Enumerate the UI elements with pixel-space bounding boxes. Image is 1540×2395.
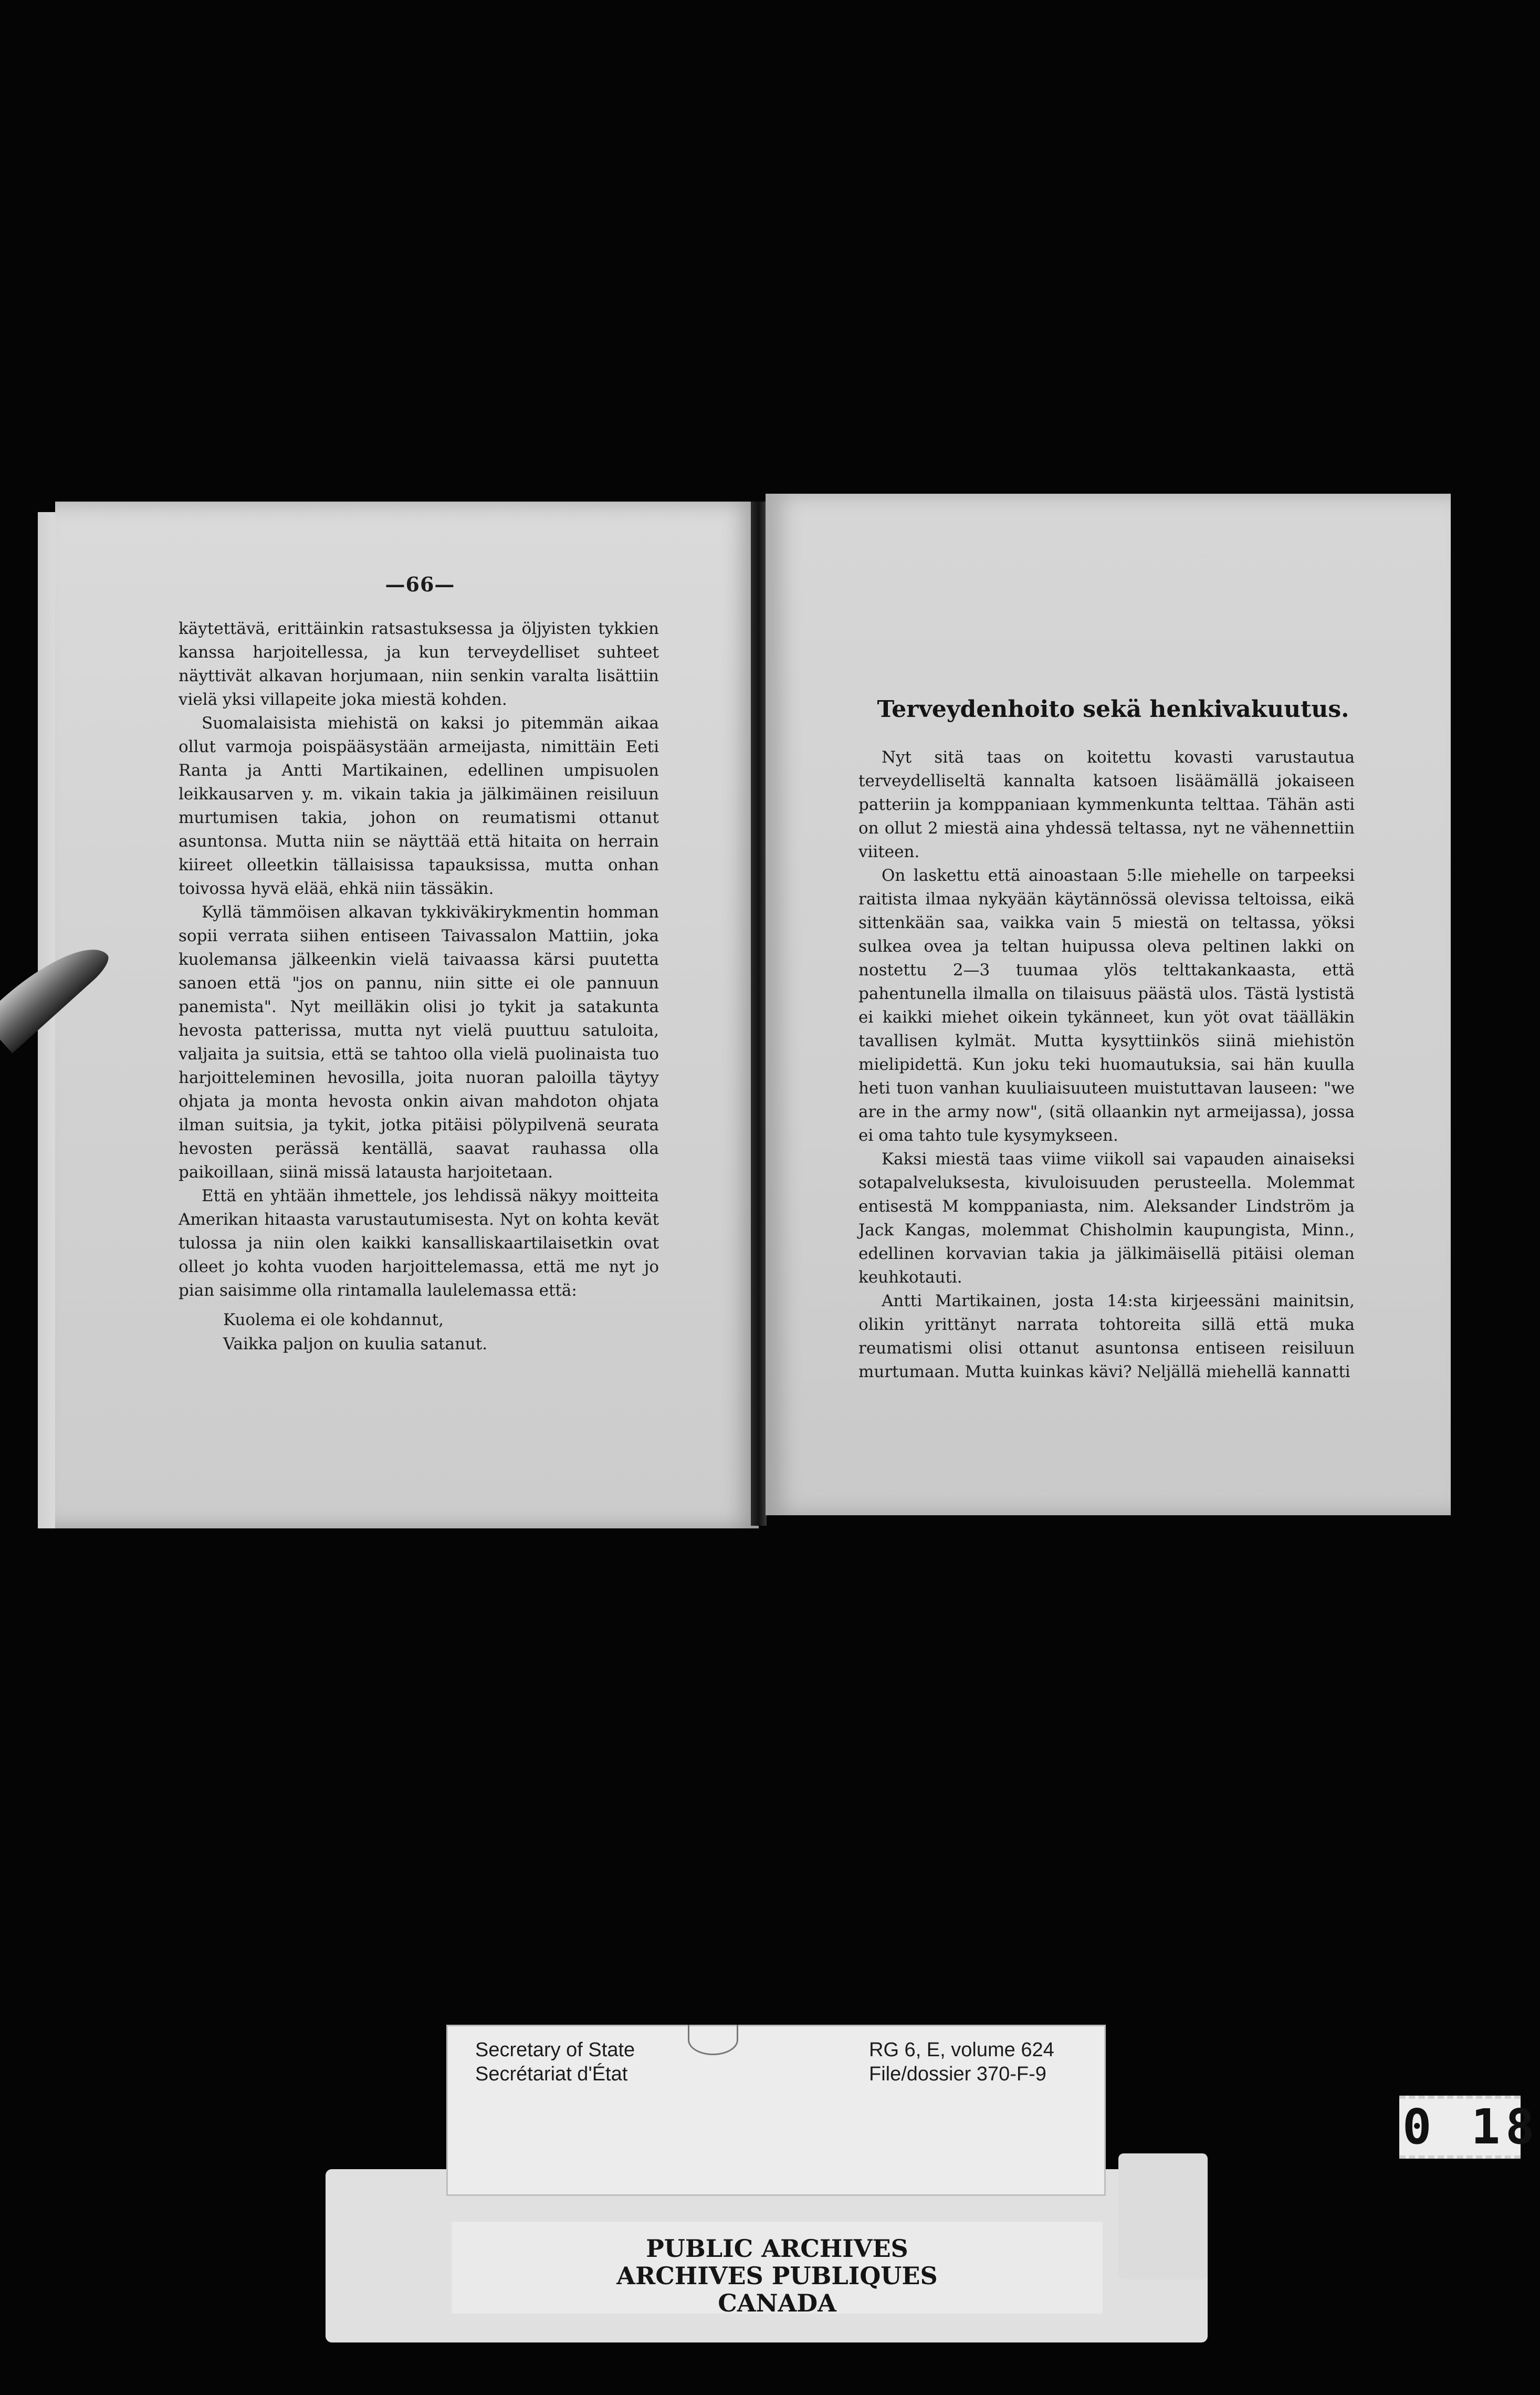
left-paragraph-4: Että en yhtään ihmettele, jos lehdissä näkyy moitteita Amerikan hitaasta varustautumisesta. Nyt on kohta kevät tulossa ja niin olen kaikki kansalliskaartilaisetkin ovat olleet jo kohta vuoden harjoittelemassa, että me nyt jo pian saisimme olla rintamalla laulelemassa että: [179, 1186, 659, 1300]
section-title: Terveydenhoito sekä henkivakuutus. [877, 696, 1349, 723]
label-scribble [688, 2025, 738, 2055]
right-paragraph-4: Antti Martikainen, josta 14:sta kirjeessäni mainitsin, olikin yrittänyt narrata tohtoreita sillä että muka reumatismi olisi ottanut asuntonsa entiseen reisiluun murtumaan. Mutta kuinkas kävi? Neljällä miehellä kannatti [858, 1292, 1355, 1381]
stamp-line-2: ARCHIVES PUBLIQUES [616, 2262, 938, 2290]
poem-line-1: Kuolema ei ole kohdannut, [223, 1310, 444, 1329]
stamp-line-3: CANADA [718, 2289, 836, 2317]
right-paragraph-3: Kaksi miestä taas viime viikoll sai vapauden ainaiseksi sotapalveluksesta, kivuloisuuden perusteella. Molemmat entisestä M komppaniasta, nim. Aleksander Lindström ja Jack Kangas, molemmat Chisholmin kaupungista, Minn., edellinen korvavian takia ja jälkimäisellä pitäisi oleman keuhkotauti. [858, 1150, 1355, 1287]
poem-line-2: Vaikka paljon on kuulia satanut. [223, 1335, 488, 1353]
poem [223, 1308, 643, 1356]
frame-counter: 0 18 [1399, 2096, 1521, 2159]
label-ref-2: File/dossier 370-F-9 [869, 2063, 1046, 2085]
left-page-text [179, 617, 659, 1303]
label-reference [869, 2038, 1054, 2086]
stamp-line-1: PUBLIC ARCHIVES [646, 2234, 908, 2263]
left-paragraph-1: käytettävä, erittäinkin ratsastuksessa ja öljyisten tykkien kanssa harjoitellessa, ja kun terveydelliset suhteet näyttivät alkavan horjumaan, niin senkin varalta lisättiin vielä yksi villapeite joka miestä kohden. [179, 619, 659, 709]
book-gutter [751, 502, 767, 1526]
label-dept-en: Secretary of State [475, 2039, 635, 2061]
right-page-text [858, 746, 1355, 1384]
right-paragraph-1: Nyt sitä taas on koitettu kovasti varustautua terveydelliseltä kannalta katsoen lisäämällä jokaiseen patteriin ja komppaniaan kymmenkunta telttaa. Tähän asti on ollut 2 miestä aina yhdessä teltassa, nyt ne vähennettiin viiteen. [858, 748, 1355, 861]
right-paragraph-2: On laskettu että ainoastaan 5:lle miehelle on tarpeeksi raitista ilmaa nykyään käytännössä olevissa teltoissa, eikä sittenkään saa, vaikka vain 5 miestä on teltassa, yöksi sulkea ovea ja teltan huipussa oleva peltinen lakki on nostettu 2—3 tuumaa ylös telttakankaasta, että pahentunella ilmalla on tilaisuus päästä ulos. Tästä lystistä ei kaikki miehet oikein tykänneet, kun yöt ovat täälläkin tavallisen kylmät. Mutta kysyttiinkös siinä miehistön mielipidettä. Kun joku teki huomautuksia, sai hän kuulla heti tuon vanhan kuuliaisuuteen muistuttavan lauseen: "we are in the army now", (sitä ollaankin nyt armeijassa), jossa ei oma tahto tule kysymykseen. [858, 866, 1355, 1145]
label-dept-fr: Secrétariat d'État [475, 2063, 628, 2085]
label-department [475, 2038, 635, 2086]
left-paragraph-2: Suomalaisista miehistä on kaksi jo pitemmän aikaa ollut varmoja poispääsystään armeijasta, nimittäin Eeti Ranta ja Antti Martikainen, edellinen umpisuolen leikkausarven y. m. vikain takia ja jälkimäinen reisiluun murtumisen takia, johon on reumatismi ottanut asuntonsa. Mutta niin se näyttää että hitaita on herrain kiireet olleetkin tällaisissa tapauksissa, mutta onhan toivossa hyvä elää, ehkä niin tässäkin. [179, 714, 659, 898]
page-number: —66— [385, 572, 455, 596]
stamp-tab [1118, 2153, 1208, 2279]
label-ref-1: RG 6, E, volume 624 [869, 2039, 1054, 2061]
left-paragraph-3: Kyllä tämmöisen alkavan tykkiväkirykmentin homman sopii verrata siihen entiseen Taivassalon Mattiin, joka kuolemansa jälkeenkin vielä taivaassa kärsi puutetta sanoen että "jos on pannu, niin sitte ei ole pannuun panemista". Nyt meilläkin olisi jo tykit ja satakunta hevosta patterissa, mutta nyt vielä puuttuu satuloita, valjaita ja suitsia, että se tahtoo olla vielä puolinaista tuo harjoitteleminen hevosilla, joita nuoran paloilla täytyy ohjata ja monta hevosta onkin aivan mahdoton ohjata ilman suitsia, ja tykit, jotka pitäisi pölypilvenä seurata hevosten perässä kentällä, saavat rauhassa olla paikoillaan, siinä missä latausta harjoitetaan. [179, 903, 659, 1182]
archives-stamp [452, 2235, 1103, 2317]
